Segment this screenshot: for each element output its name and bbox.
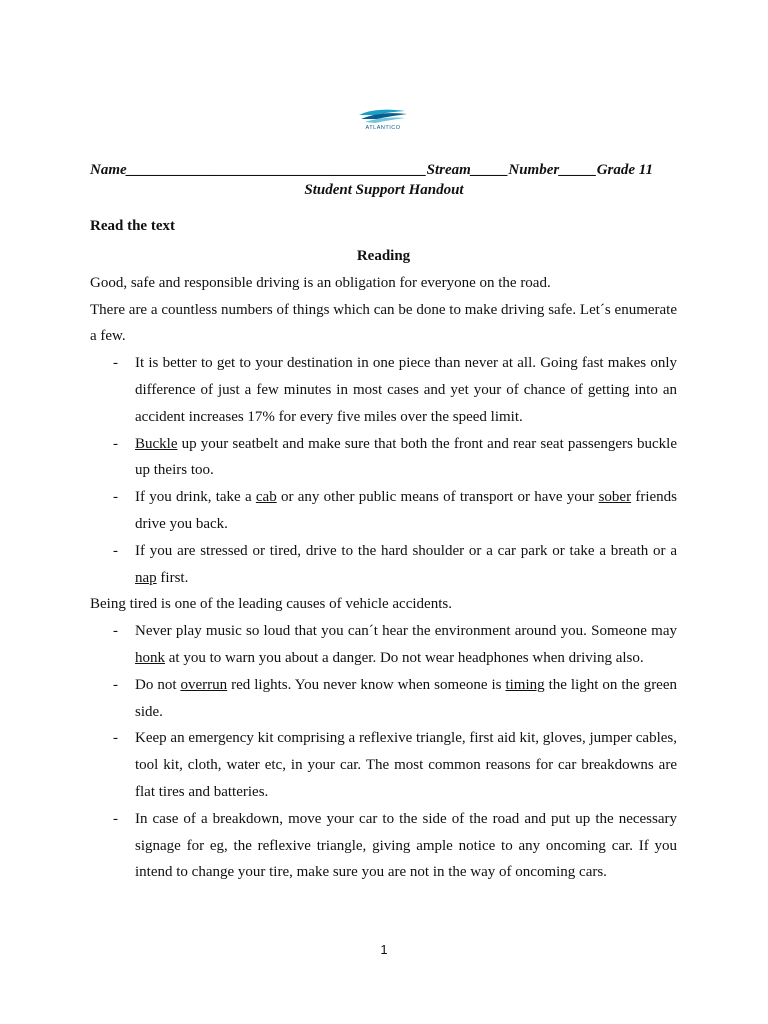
list-item-text: If you drink, take a	[135, 489, 256, 506]
vocabulary-word: overrun	[180, 676, 228, 693]
list-item-text: the light on the green side.	[135, 676, 678, 720]
intro-paragraph: There are a countless numbers of things which can be done to make driving safe. Let´s enumerate a few.	[90, 301, 677, 345]
bullet-dash: -	[113, 435, 118, 452]
handout-subtitle: Student Support Handout	[304, 182, 464, 198]
list-item	[90, 431, 677, 485]
instruction-heading: Read the text	[90, 218, 175, 234]
logo-waves-icon	[355, 105, 411, 139]
vocabulary-word: nap	[135, 569, 157, 586]
student-info-line	[90, 160, 690, 180]
name-label: Name	[90, 162, 127, 178]
vocabulary-word: Buckle	[135, 435, 178, 452]
bullet-dash: -	[113, 542, 118, 559]
list-item-text: In case of a breakdown, move your car to the side of the road and put up the necessary signage for eg, the reflexive triangle, giving ample notice to any oncoming car. If you intend to change your tire, make sure you are not in the way of oncoming cars.	[135, 810, 677, 881]
bullet-dash: -	[113, 730, 118, 747]
list-item	[90, 350, 677, 430]
list-item-text: or any other public means of transport or have your	[276, 489, 599, 506]
grade-label: Grade 11	[596, 162, 653, 178]
number-label: Number	[508, 162, 560, 178]
list-item-text: If you are stressed or tired, drive to the hard shoulder or a car park or take a breath or a	[135, 542, 677, 559]
list-item-text: first.	[156, 569, 189, 586]
vocabulary-word: honk	[135, 649, 165, 666]
bullet-dash: -	[113, 623, 118, 640]
list-item	[90, 725, 677, 805]
list-item-text: up your seatbelt and make sure that both the front and rear seat passengers buckle up theirs too.	[135, 435, 677, 479]
intro-paragraph: Good, safe and responsible driving is an obligation for everyone on the road.	[90, 274, 551, 291]
list-item	[90, 672, 677, 726]
list-item-text: Keep an emergency kit comprising a reflexive triangle, first aid kit, gloves, jumper cables, tool kit, cloth, water etc, in your car. The most common reasons for car breakdowns are flat tires and batteries.	[135, 730, 677, 800]
list-item-text: red lights. You never know when someone is	[227, 676, 506, 693]
reading-section	[90, 243, 677, 886]
bullet-dash: -	[113, 676, 118, 693]
list-item	[90, 484, 677, 538]
stream-blank[interactable]: _____	[470, 162, 509, 178]
vocabulary-word: sober	[598, 489, 632, 506]
safety-tips-list	[90, 350, 677, 591]
name-blank[interactable]: ________________________________________	[126, 162, 427, 178]
vocabulary-word: timing	[505, 676, 545, 693]
number-blank[interactable]: _____	[559, 162, 597, 178]
bullet-dash: -	[113, 489, 118, 506]
bullet-dash: -	[113, 810, 118, 827]
page-number: 1	[380, 942, 388, 957]
vocabulary-word: cab	[255, 489, 277, 506]
school-logo	[355, 105, 411, 139]
list-item-text: It is better to get to your destination in one piece than never at all. Going fast makes only difference of just a few minutes in most cases and yet your of chance of getting into an accident increases 17% for every five miles over the speed limit.	[135, 355, 677, 425]
bullet-dash: -	[113, 355, 118, 372]
list-item-text: at you to warn you about a danger. Do not wear headphones when driving also.	[165, 649, 644, 666]
list-item	[90, 806, 677, 886]
list-item-text: Never play music so loud that you can´t hear the environment around you. Someone may	[135, 623, 677, 640]
list-item	[90, 618, 677, 672]
list-item-text: Do not	[135, 676, 181, 693]
list-item-text: friends drive you back.	[135, 489, 677, 532]
stream-label: Stream	[426, 162, 471, 178]
safety-tips-list	[90, 618, 677, 886]
logo-text: ATLANTICO	[365, 125, 401, 131]
list-item	[90, 538, 677, 592]
reading-title: Reading	[356, 248, 411, 264]
middle-paragraph: Being tired is one of the leading causes of vehicle accidents.	[90, 596, 452, 613]
